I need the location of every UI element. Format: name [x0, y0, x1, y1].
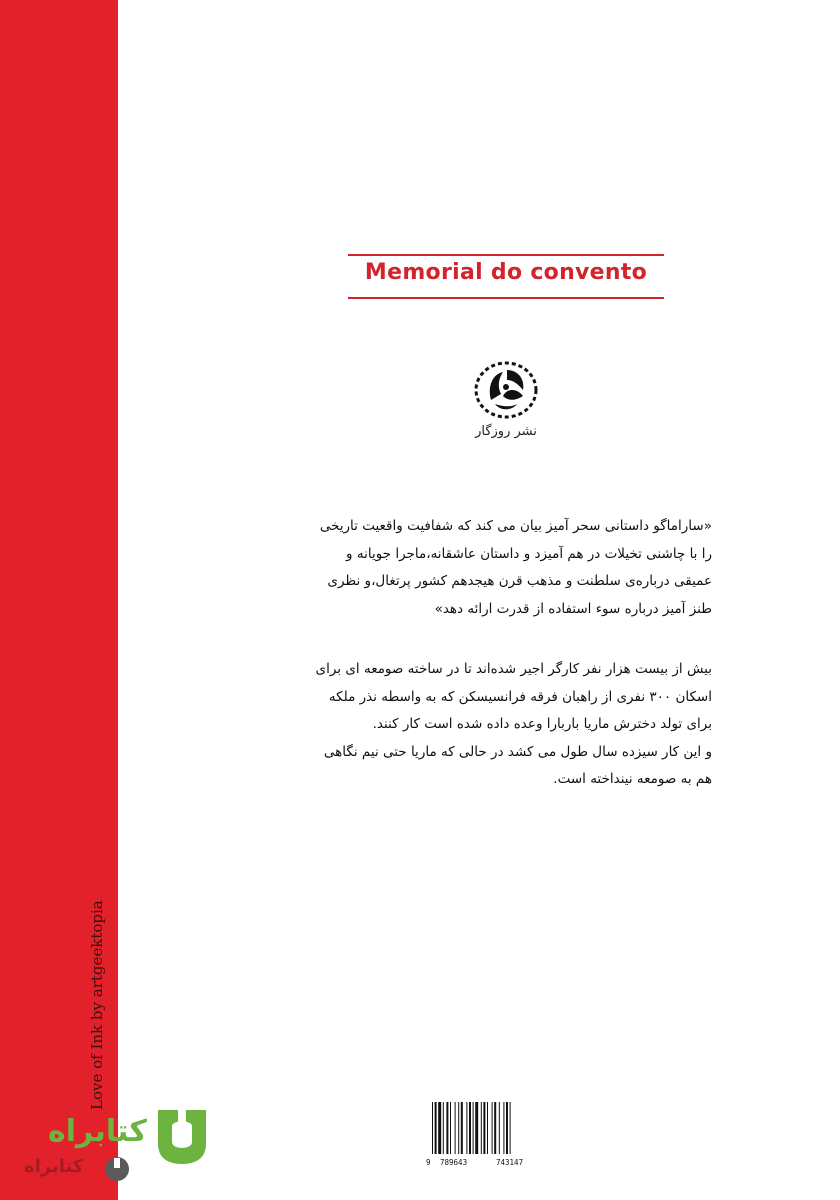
- blurb-paragraph-1: [272, 513, 712, 623]
- barcode-digits: [426, 1158, 550, 1172]
- barcode-digits-left: 789643: [440, 1158, 468, 1167]
- barcode-digits-right: 743147: [496, 1158, 524, 1167]
- title-block: [348, 254, 664, 300]
- book-title: Memorial do convento: [364, 260, 648, 285]
- blurb-line: را با چاشنی تخیلات در هم آمیزد و داستان عاشقانه،ماجرا جویانه و: [346, 545, 712, 562]
- spine-credit-text: Love of Ink by artgeektopia: [88, 900, 106, 1110]
- blurb-line: هم به صومعه نینداخته است.: [553, 771, 712, 787]
- blurb-paragraph-2: [272, 656, 712, 794]
- blurb-line: طنز آمیز درباره سوء استفاده از قدرت ارائه دهد»: [434, 600, 712, 617]
- title-rule-top: [348, 254, 664, 256]
- publisher-emblem-icon: [473, 360, 539, 420]
- blurb-line: و این کار سیزده سال طول می کشد در حالی که ماریا حتی نیم نگاهی: [323, 743, 712, 760]
- publisher-block: [446, 360, 566, 444]
- ketabrah-logo-icon: [150, 1104, 214, 1168]
- blurb-line: برای تولد دخترش ماریا باربارا وعده داده شده است کار کنند.: [372, 716, 712, 732]
- publisher-name: نشر روزگار: [475, 424, 537, 439]
- barcode-bars: [430, 1102, 546, 1154]
- title-rule-bottom: [348, 297, 664, 299]
- ketabrah-small-logo-icon: [102, 1156, 132, 1182]
- blurb-line: «ساراماگو داستانی سحر آمیز بیان می کند که شفافیت واقعیت تاریخی: [319, 518, 712, 534]
- blurb-line: اسکان ۳۰۰ نفری از راهبان فرقه فرانسیسکن که به واسطه نذر ملکه: [328, 688, 712, 705]
- ketabrah-wordmark-large: کتابراه: [48, 1114, 147, 1149]
- barcode-digit-first: 9: [426, 1158, 431, 1167]
- ketabrah-watermark: [10, 1098, 220, 1188]
- ketabrah-wordmark-small: کتابراه: [24, 1156, 84, 1177]
- blurb-line: عمیقی درباره‌ی سلطنت و مذهب قرن هیجدهم کشور پرتغال،و نظری: [327, 573, 712, 589]
- isbn-barcode: [426, 1098, 550, 1176]
- blurb-line: بیش از بیست هزار نفر کارگر اجیر شده‌اند تا در ساخته صومعه ای برای: [315, 661, 712, 677]
